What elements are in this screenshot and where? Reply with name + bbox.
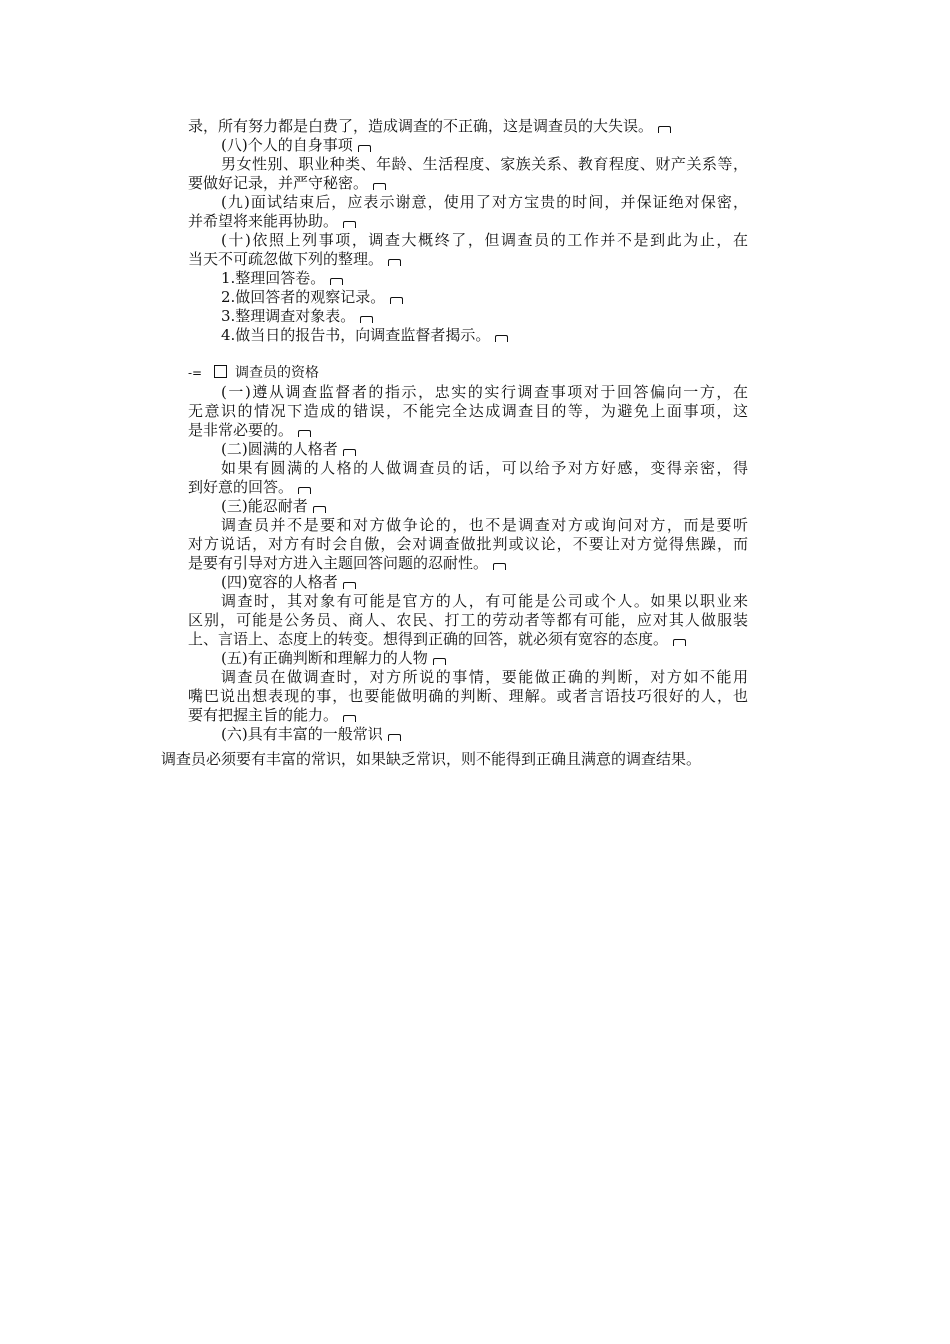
text-line [188, 630, 686, 649]
text-line [188, 117, 671, 136]
text-line [188, 478, 311, 497]
section-title: 调查员的资格 [235, 365, 319, 381]
text-line [188, 421, 311, 440]
paragraph-mark-icon [298, 430, 311, 437]
text-line [221, 193, 748, 212]
section-heading [188, 364, 319, 383]
text-line [188, 554, 506, 573]
text-line [221, 269, 343, 288]
line-text: 并希望将来能再协助。 [188, 212, 339, 230]
text-line [221, 231, 748, 250]
line-text: 如果有圆满的人格的人做调查员的话，可以给予对方好感，变得亲密，得 [221, 459, 748, 477]
paragraph-mark-icon [330, 278, 343, 285]
paragraph-mark-icon [313, 506, 326, 513]
text-line [188, 174, 386, 193]
paragraph-mark-icon [343, 449, 356, 456]
line-text: 是非常必要的。 [188, 421, 294, 439]
text-line [188, 402, 748, 421]
line-text: 区别，可能是公务员、商人、农民、打工的劳动者等都有可能，应对其人做服装 [188, 611, 748, 629]
line-text: (六)具有丰富的一般常识 [221, 725, 383, 743]
text-line [221, 573, 356, 592]
line-text: 调查员在做调查时，对方所说的事情，要能做正确的判断，对方如不能用 [221, 668, 748, 686]
paragraph-mark-icon [388, 259, 401, 266]
line-text: 录，所有努力都是白费了，造成调查的不正确，这是调查员的大失误。 [188, 117, 654, 135]
paragraph-mark-icon [373, 183, 386, 190]
line-text: (二)圆满的人格者 [221, 440, 338, 458]
paragraph-mark-icon [343, 715, 356, 722]
text-line [221, 459, 748, 478]
text-line [221, 383, 748, 402]
line-text: (三)能忍耐者 [221, 497, 308, 515]
line-text: 调查员并不是要和对方做争论的，也不是调查对方或询问对方，而是要听 [221, 516, 748, 534]
paragraph-mark-icon [658, 126, 671, 133]
final-paragraph-line: 调查员必须要有丰富的常识，如果缺乏常识，则不能得到正确且满意的调查结果。 [161, 750, 702, 768]
paragraph-mark-icon [495, 335, 508, 342]
line-text: 要做好记录，并严守秘密。 [188, 174, 369, 192]
text-line [188, 212, 356, 231]
line-text: (八)个人的自身事项 [221, 136, 353, 154]
line-text: (一)遵从调查监督者的指示，忠实的实行调查事项对于回答偏向一方，在 [221, 383, 748, 401]
paragraph-mark-icon [343, 582, 356, 589]
text-line [221, 155, 748, 174]
line-text: 1.整理回答卷。 [221, 269, 326, 287]
line-text: 对方说话，对方有时会自傲，会对调查做批判或议论，不要让对方觉得焦躁，而 [188, 535, 748, 553]
line-text: 调查时，其对象有可能是官方的人，有可能是公司或个人。如果以职业来 [221, 592, 748, 610]
line-text: 当天不可疏忽做下列的整理。 [188, 250, 384, 268]
checkbox-square-icon [214, 365, 227, 378]
line-text: 到好意的回答。 [188, 478, 294, 496]
text-line [188, 250, 401, 269]
text-line [221, 497, 326, 516]
line-text: 4.做当日的报告书，向调查监督者揭示。 [221, 326, 491, 344]
text-line [221, 516, 748, 535]
text-line [221, 592, 748, 611]
line-text: 是要有引导对方进入主题回答问题的忍耐性。 [188, 554, 489, 572]
text-line [221, 668, 748, 687]
text-line [221, 440, 356, 459]
text-line [221, 649, 446, 668]
paragraph-mark-icon [493, 563, 506, 570]
line-text: 上、言语上、态度上的转变。想得到正确的回答，就必须有宽容的态度。 [188, 630, 669, 648]
text-line [221, 326, 508, 345]
text-line [221, 307, 373, 326]
text-line [188, 535, 748, 554]
line-text: 男女性别、职业种类、年龄、生活程度、家族关系、教育程度、财产关系等， [221, 155, 748, 173]
paragraph-mark-icon [298, 487, 311, 494]
text-line [221, 136, 371, 155]
paragraph-mark-icon [673, 639, 686, 646]
text-line [188, 706, 356, 725]
text-line [221, 725, 401, 744]
line-text: (十)依照上列事项，调查大概终了，但调查员的工作并不是到此为止，在 [221, 231, 748, 249]
line-text: 无意识的情况下造成的错误，不能完全达成调查目的等，为避免上面事项，这 [188, 402, 748, 420]
line-text: (九)面试结束后，应表示谢意，使用了对方宝贵的时间，并保证绝对保密， [221, 193, 748, 211]
section-number: -= [188, 366, 203, 380]
line-text: (四)宽容的人格者 [221, 573, 338, 591]
line-text: 2.做回答者的观察记录。 [221, 288, 386, 306]
line-text: 3.整理调查对象表。 [221, 307, 356, 325]
paragraph-mark-icon [358, 145, 371, 152]
paragraph-mark-icon [343, 221, 356, 228]
text-line [188, 611, 748, 630]
text-line [188, 687, 748, 706]
paragraph-mark-icon [390, 297, 403, 304]
line-text: (五)有正确判断和理解力的人物 [221, 649, 428, 667]
text-line [221, 288, 403, 307]
paragraph-mark-icon [360, 316, 373, 323]
paragraph-mark-icon [388, 734, 401, 741]
paragraph-mark-icon [433, 658, 446, 665]
line-text: 要有把握主旨的能力。 [188, 706, 339, 724]
line-text: 嘴巴说出想表现的事，也要能做明确的判断、理解。或者言语技巧很好的人，也 [188, 687, 748, 705]
